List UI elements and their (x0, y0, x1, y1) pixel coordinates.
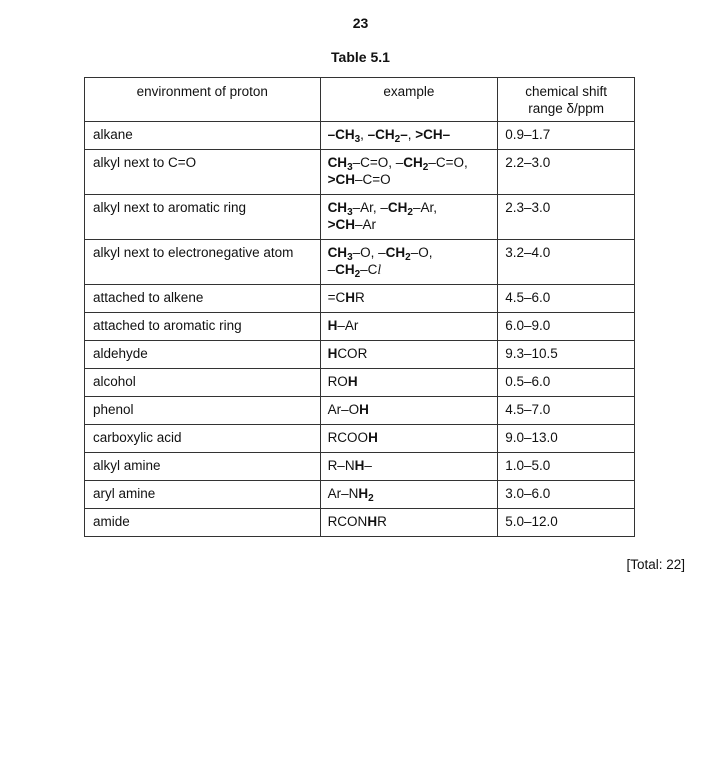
cell-environment: alkyl next to C=O (85, 150, 321, 195)
formula-segment: CH (327, 155, 348, 170)
formula-segment: 3 (347, 207, 353, 218)
table-row (85, 397, 635, 425)
formula-segment: >CH– (415, 127, 451, 142)
formula-segment: RCOO (327, 430, 369, 445)
formula-segment: – (364, 458, 372, 473)
cell-example (320, 453, 498, 481)
formula-segment: 2 (405, 252, 411, 263)
formula-segment: –C (360, 262, 378, 277)
cell-shift-range: 5.0–12.0 (498, 509, 635, 537)
formula-segment: –O, – (352, 245, 386, 260)
formula-segment: – (400, 127, 408, 142)
formula-segment: –Ar (354, 217, 376, 232)
formula-segment: l (377, 262, 382, 277)
formula-segment: CH (385, 245, 406, 260)
formula-segment: 2 (354, 269, 361, 280)
formula-segment: 2 (368, 493, 374, 504)
formula-segment: –C=O, – (352, 155, 404, 170)
header-example: example (320, 78, 498, 122)
table-row (85, 425, 635, 453)
formula-segment: –O, (410, 245, 433, 260)
formula-segment: CH (335, 262, 355, 277)
formula-segment: H (359, 402, 369, 417)
header-shift-line1: chemical shift (525, 84, 607, 99)
formula-segment: 3 (347, 252, 353, 263)
formula-segment: COR (337, 346, 368, 361)
cell-environment: phenol (85, 397, 321, 425)
cell-environment: attached to alkene (85, 285, 321, 313)
cell-example (320, 313, 498, 341)
formula-segment: CH (387, 200, 408, 215)
table-row (85, 285, 635, 313)
formula-segment: H (327, 346, 338, 361)
cell-shift-range: 0.9–1.7 (498, 122, 635, 150)
cell-example (320, 509, 498, 537)
cell-environment: carboxylic acid (85, 425, 321, 453)
table-row (85, 369, 635, 397)
cell-example (320, 285, 498, 313)
total-marks: [Total: 22] (626, 557, 685, 572)
formula-segment: 3 (354, 134, 361, 145)
formula-segment: , (360, 127, 368, 142)
formula-segment: –Ar (337, 318, 359, 333)
cell-example (320, 122, 498, 150)
table-title: Table 5.1 (331, 49, 390, 65)
formula-segment: –Ar, (412, 200, 437, 215)
table-row (85, 240, 635, 285)
formula-segment: R–N (327, 458, 355, 473)
formula-segment: 2 (422, 162, 429, 173)
formula-segment: H (354, 458, 365, 473)
cell-shift-range: 4.5–7.0 (498, 397, 635, 425)
cell-shift-range: 2.2–3.0 (498, 150, 635, 195)
cell-environment: alkane (85, 122, 321, 150)
cell-shift-range: 1.0–5.0 (498, 453, 635, 481)
table-body (85, 122, 635, 537)
formula-segment: >CH (327, 172, 355, 187)
formula-segment: CH (327, 245, 348, 260)
formula-segment: –CH (327, 127, 355, 142)
formula-segment: H (368, 430, 378, 445)
cell-shift-range: 0.5–6.0 (498, 369, 635, 397)
cell-example (320, 425, 498, 453)
cell-shift-range: 6.0–9.0 (498, 313, 635, 341)
cell-shift-range: 4.5–6.0 (498, 285, 635, 313)
formula-segment: CH (327, 200, 348, 215)
table-row (85, 481, 635, 509)
formula-segment: – (327, 262, 336, 277)
formula-segment: 2 (394, 134, 401, 145)
cell-shift-range: 9.3–10.5 (498, 341, 635, 369)
formula-segment: –CH (367, 127, 395, 142)
cell-example (320, 150, 498, 195)
cell-shift-range: 9.0–13.0 (498, 425, 635, 453)
cell-shift-range: 2.3–3.0 (498, 195, 635, 240)
formula-segment: H (358, 486, 369, 501)
page-number: 23 (352, 15, 369, 31)
cell-environment: alkyl amine (85, 453, 321, 481)
formula-segment: 3 (347, 162, 353, 173)
cell-example (320, 397, 498, 425)
cell-shift-range: 3.2–4.0 (498, 240, 635, 285)
formula-segment: , (407, 127, 416, 142)
cell-environment: aldehyde (85, 341, 321, 369)
formula-segment: RCON (327, 514, 368, 529)
cell-shift-range: 3.0–6.0 (498, 481, 635, 509)
formula-segment: Ar–O (327, 402, 360, 417)
header-environment: environment of proton (85, 78, 321, 122)
cell-environment: attached to aromatic ring (85, 313, 321, 341)
formula-segment: CH (403, 155, 423, 170)
table-row (85, 195, 635, 240)
cell-environment: alcohol (85, 369, 321, 397)
chemical-shift-table (84, 77, 635, 537)
formula-segment: H (347, 374, 358, 389)
table-header-row (85, 78, 635, 122)
formula-segment: –Ar, – (352, 200, 388, 215)
formula-segment: R (377, 514, 387, 529)
formula-segment: 2 (407, 207, 413, 218)
formula-segment: Ar–N (327, 486, 359, 501)
formula-segment: R (354, 290, 365, 305)
formula-segment: H (345, 290, 355, 305)
formula-segment: RO (327, 374, 348, 389)
table-row (85, 341, 635, 369)
table-row (85, 122, 635, 150)
header-shift-line2: range δ/ppm (528, 101, 605, 116)
cell-environment: alkyl next to electronegative atom (85, 240, 321, 285)
formula-segment: >CH (327, 217, 355, 232)
formula-segment: H (327, 318, 338, 333)
table-row (85, 509, 635, 537)
cell-environment: aryl amine (85, 481, 321, 509)
table-row (85, 150, 635, 195)
table-row (85, 313, 635, 341)
header-shift-range (498, 78, 635, 122)
formula-segment: –C=O, (428, 155, 468, 170)
cell-example (320, 240, 498, 285)
cell-example (320, 341, 498, 369)
table-row (85, 453, 635, 481)
cell-example (320, 369, 498, 397)
cell-environment: amide (85, 509, 321, 537)
formula-segment: =C (327, 290, 346, 305)
cell-example (320, 481, 498, 509)
formula-segment: –C=O (354, 172, 391, 187)
cell-example (320, 195, 498, 240)
formula-segment: H (367, 514, 378, 529)
cell-environment: alkyl next to aromatic ring (85, 195, 321, 240)
